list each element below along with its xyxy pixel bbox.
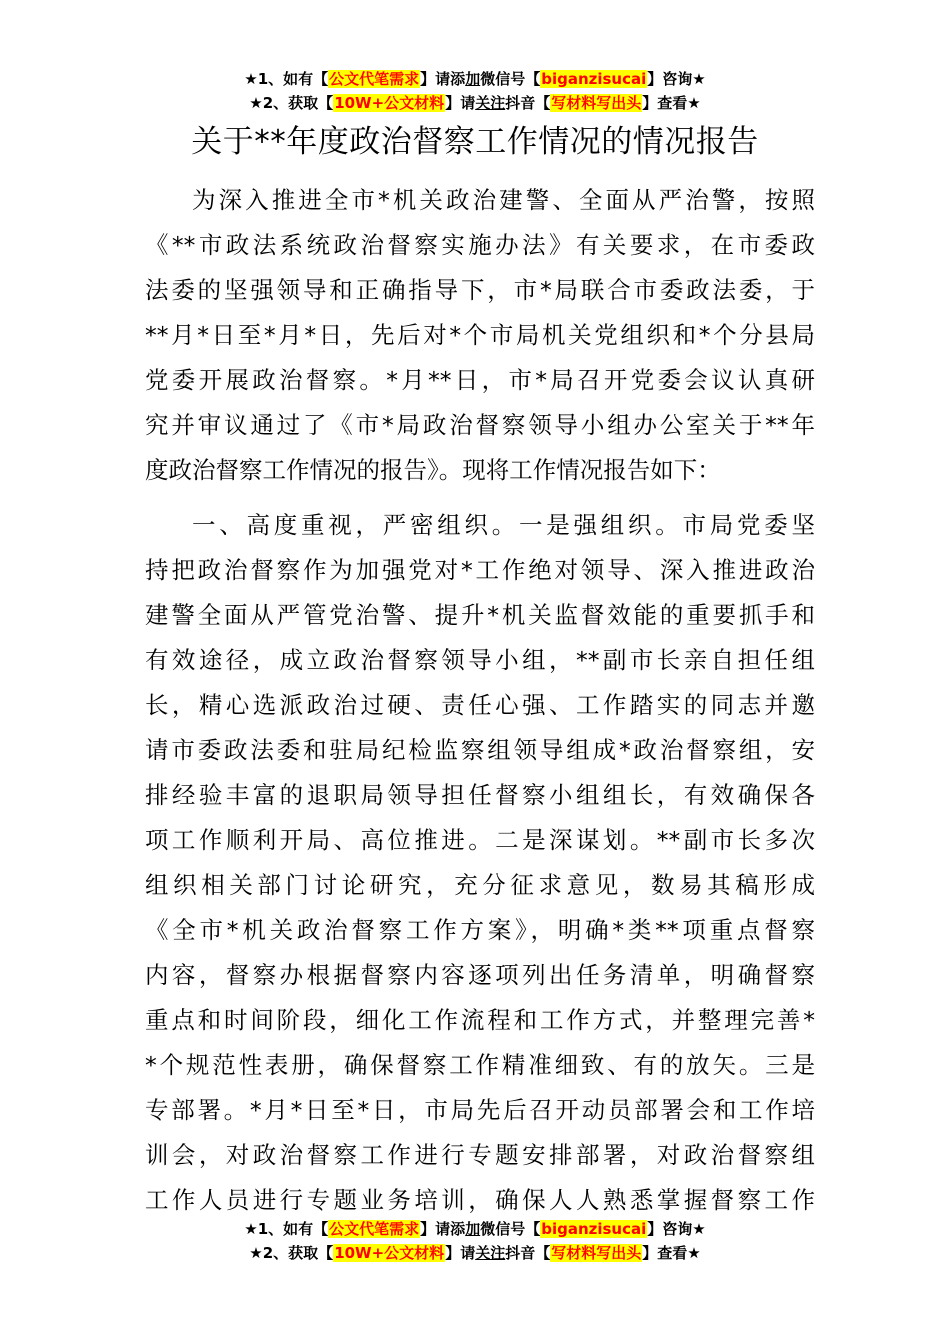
promo-highlight-materials: 10W+公文材料	[334, 94, 445, 112]
text-line: 长，精心选派政治过硬、责任心强、工作踏实的同志并邀	[145, 691, 815, 719]
promo-highlight-materials: 10W+公文材料	[334, 1244, 445, 1262]
promo-line-2: ★2、获取【10W+公文材料】请关注抖音【写材料写出头】查看★	[249, 94, 701, 112]
text-line: 工作人员进行专题业务培训，确保人人熟悉掌握督察工作	[145, 1186, 815, 1214]
promo-highlight-wechat-id: biganzisucai	[541, 70, 647, 88]
document-body	[145, 178, 815, 1223]
paragraph-section-1	[145, 503, 815, 1223]
text-line: 组织相关部门讨论研究，充分征求意见，数易其稿形成	[145, 871, 815, 899]
text-line: 持把政治督察作为加强党对*工作绝对领导、深入推进政治	[145, 556, 815, 584]
text-line: 法委的坚强领导和正确指导下，市*局联合市委政法委，于	[145, 276, 815, 304]
text-line: 《全市*机关政治督察工作方案》，明确*类**项重点督察	[145, 916, 815, 944]
text-line: 建警全面从严管党治警、提升*机关监督效能的重要抓手和	[145, 601, 815, 629]
promo-highlight-douyin-id: 写材料写出头	[551, 1244, 642, 1262]
text-line: 党委开展政治督察。*月**日，市*局召开党委会议认真研	[145, 366, 815, 394]
document-title: 关于**年度政治督察工作情况的情况报告	[191, 124, 759, 160]
promo-line-1: ★1、如有【公文代笔需求】请添加微信号【biganzisucai】咨询★	[244, 70, 706, 88]
text-line: 度政治督察工作情况的报告》。现将工作情况报告如下：	[145, 456, 721, 484]
text-line: 究并审议通过了《市*局政治督察领导小组办公室关于**年	[145, 411, 815, 439]
paragraph-spacer	[145, 493, 815, 503]
footer-promo-banner	[0, 1217, 950, 1265]
text-line: 项工作顺利开局、高位推进。二是深谋划。**副市长多次	[145, 826, 815, 854]
promo-line-1: ★1、如有【公文代笔需求】请添加微信号【biganzisucai】咨询★	[244, 1220, 706, 1238]
promo-line-2: ★2、获取【10W+公文材料】请关注抖音【写材料写出头】查看★	[249, 1244, 701, 1262]
text-line: 一、高度重视，严密组织。一是强组织。市局党委坚	[192, 511, 815, 539]
text-line: 为深入推进全市*机关政治建警、全面从严治警，按照	[192, 186, 815, 214]
text-line: 内容，督察办根据督察内容逐项列出任务清单，明确督察	[145, 961, 815, 989]
text-line: 排经验丰富的退职局领导担任督察小组组长，有效确保各	[145, 781, 815, 809]
paragraph-intro	[145, 178, 815, 493]
promo-highlight-service: 公文代笔需求	[329, 70, 420, 88]
text-line: 有效途径，成立政治督察领导小组，**副市长亲自担任组	[145, 646, 815, 674]
text-line: 请市委政法委和驻局纪检监察组领导组成*政治督察组，安	[145, 736, 815, 764]
text-line: **月*日至*月*日，先后对*个市局机关党组织和*个分县局	[145, 321, 815, 349]
text-line: 训会，对政治督察工作进行专题安排部署，对政治督察组	[145, 1141, 815, 1169]
text-line: 《**市政法系统政治督察实施办法》有关要求，在市委政	[145, 231, 815, 259]
text-line: *个规范性表册，确保督察工作精准细致、有的放矢。三是	[145, 1051, 815, 1079]
promo-highlight-wechat-id: biganzisucai	[541, 1220, 647, 1238]
header-promo-banner	[0, 67, 950, 115]
text-line: 专部署。*月*日至*日，市局先后召开动员部署会和工作培	[145, 1096, 815, 1124]
promo-highlight-service: 公文代笔需求	[329, 1220, 420, 1238]
promo-highlight-douyin-id: 写材料写出头	[551, 94, 642, 112]
text-line: 重点和时间阶段，细化工作流程和工作方式，并整理完善*	[145, 1006, 815, 1034]
